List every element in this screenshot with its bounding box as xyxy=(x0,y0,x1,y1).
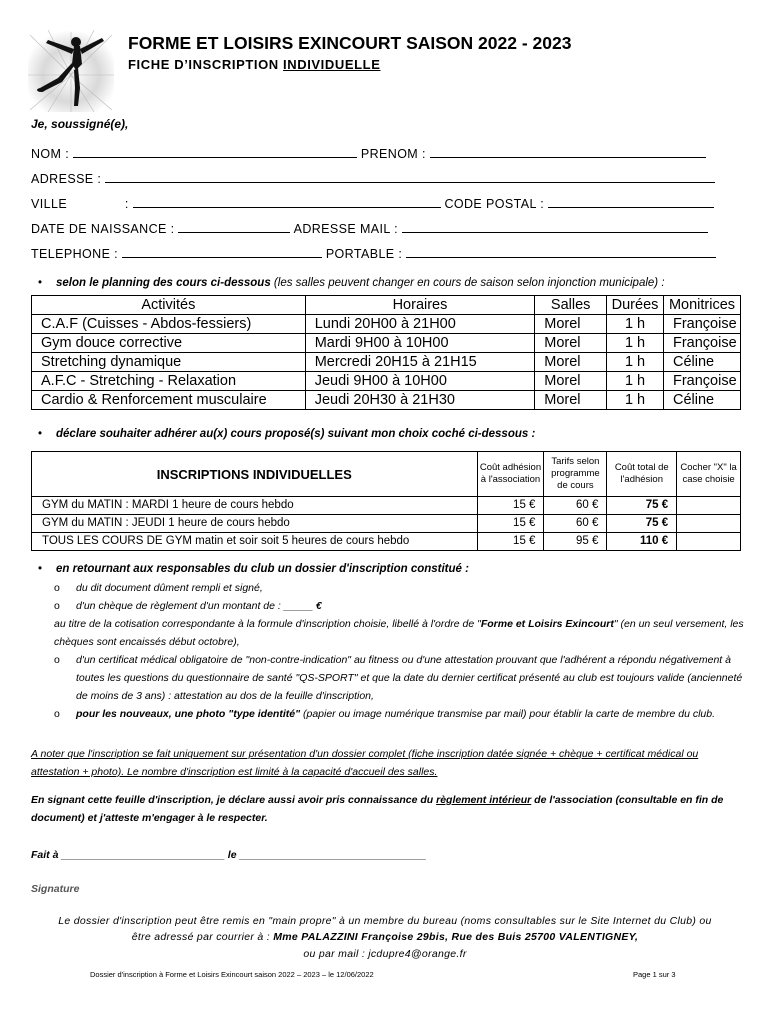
schedule-cell: Mercredi 20H15 à 21H15 xyxy=(305,353,535,372)
adhesion-cell: 15 € xyxy=(477,515,544,533)
planning-bullet xyxy=(38,277,665,289)
table-row xyxy=(32,533,741,551)
code-postal-label: CODE POSTAL : xyxy=(444,197,545,211)
inscriptions-table xyxy=(31,451,741,551)
activity-cell: Cardio & Renforcement musculaire xyxy=(32,391,306,410)
instructor-cell: Françoise xyxy=(663,372,740,391)
duration-cell: 1 h xyxy=(607,353,664,372)
declare-bullet xyxy=(38,428,536,440)
activity-cell: C.A.F (Cuisses - Abdos-fessiers) xyxy=(32,315,306,334)
telephone-label: TELEPHONE : xyxy=(31,247,119,261)
footer-line-2-prefix: être adressé par courrier à : xyxy=(131,931,274,943)
prenom-label: PRENOM : xyxy=(360,147,426,161)
tarif-cell: 60 € xyxy=(544,497,607,515)
code-postal-field[interactable] xyxy=(548,197,714,208)
table-row xyxy=(32,372,741,391)
signature-label: Signature xyxy=(31,883,80,895)
footer-address: Mme PALAZZINI Françoise 29bis, Rue des Buis 25700 VALENTIGNEY, xyxy=(273,931,639,943)
sub-bullet-marker: o xyxy=(54,582,60,594)
subtitle-underlined: INDIVIDUELLE xyxy=(283,57,381,72)
dossier-bullet-bold: en retournant aux responsables du club un dossier d'inscription constitué : xyxy=(56,563,469,575)
dossier-item-2 xyxy=(54,597,322,615)
sub-bullet-marker: o xyxy=(54,708,60,720)
room-cell: Morel xyxy=(535,372,607,391)
planning-header-cell: Activités xyxy=(32,296,306,315)
schedule-cell: Lundi 20H00 à 21H00 xyxy=(305,315,535,334)
duration-cell: 1 h xyxy=(607,391,664,410)
fait-a-row xyxy=(31,846,426,864)
dossier-item-4 xyxy=(54,705,744,723)
instructor-cell: Céline xyxy=(663,391,740,410)
room-cell: Morel xyxy=(535,315,607,334)
check-cell[interactable] xyxy=(677,515,741,533)
col-header-total: Coût total de l'adhésion xyxy=(607,452,677,497)
footer-line-1: Le dossier d'inscription peut être remis en "main propre" à un membre du bureau (noms consultables sur le Site Internet du Club) ou xyxy=(58,915,712,927)
dossier-item-2-text: d'un chèque de règlement d'un montant de : xyxy=(76,600,281,612)
duration-cell: 1 h xyxy=(607,372,664,391)
instructor-cell: Françoise xyxy=(663,334,740,353)
table-row xyxy=(32,315,741,334)
check-cell[interactable] xyxy=(677,497,741,515)
adresse-mail-label: ADRESSE MAIL : xyxy=(293,222,399,236)
document-reference: Dossier d'inscription à Forme et Loisirs Exincourt saison 2022 – 2023 – le 12/06/2022 xyxy=(90,970,374,979)
planning-header-cell: Salles xyxy=(535,296,607,315)
adresse-row xyxy=(31,172,715,186)
subtitle-prefix: FICHE D’INSCRIPTION xyxy=(128,57,284,72)
schedule-cell: Jeudi 9H00 à 10H00 xyxy=(305,372,535,391)
declare-bullet-bold: déclare souhaiter adhérer au(x) cours proposé(s) suivant mon choix coché ci-dessous : xyxy=(56,428,536,440)
instructor-cell: Céline xyxy=(663,353,740,372)
schedule-cell: Mardi 9H00 à 10H00 xyxy=(305,334,535,353)
planning-bullet-rest: (les salles peuvent changer en cours de saison selon injonction municipale) : xyxy=(270,277,665,289)
total-cell: 110 € xyxy=(607,533,677,551)
dossier-item-3-text: d'un certificat médical obligatoire de "non-contre-indication" au fitness ou d'une attestation prouvant que l'adhérent a répondu négativement à toutes les questions du questionnaire de santé "QS-SPORT" et que la date du dernier certificat présenté au club est toujours valide (ancienneté de moins de 3 ans) : attestation au dos de la feuille d'inscription, xyxy=(76,654,743,702)
currency-symbol: € xyxy=(312,600,322,612)
room-cell: Morel xyxy=(535,353,607,372)
planning-header-row xyxy=(32,296,741,315)
dossier-item-4-bold: pour les nouveaux, une photo "type identité" xyxy=(76,708,301,720)
inscriptions-header-row xyxy=(32,452,741,497)
nom-row xyxy=(31,147,706,161)
tarif-cell: 95 € xyxy=(544,533,607,551)
cotisation-paragraph xyxy=(54,615,744,651)
naissance-row xyxy=(31,222,708,236)
bullet-dot: • xyxy=(38,563,43,575)
table-row xyxy=(32,391,741,410)
duration-cell: 1 h xyxy=(607,315,664,334)
ville-field[interactable] xyxy=(133,197,441,208)
activity-cell: Gym douce corrective xyxy=(32,334,306,353)
page-number: Page 1 sur 3 xyxy=(633,970,676,979)
adresse-mail-field[interactable] xyxy=(402,222,708,233)
dossier-item-1-text: du dit document dûment rempli et signé, xyxy=(76,582,263,594)
adhesion-cell: 15 € xyxy=(477,497,544,515)
total-cell: 75 € xyxy=(607,515,677,533)
planning-table xyxy=(31,295,741,410)
sub-bullet-marker: o xyxy=(54,600,60,612)
le-label: le xyxy=(227,849,237,861)
col-header-check: Cocher "X" la case choisie xyxy=(677,452,741,497)
fait-a-field[interactable]: ____________________________ xyxy=(61,849,225,861)
club-logo-image xyxy=(28,30,114,112)
amount-blank[interactable]: _____ xyxy=(283,600,313,612)
cotisation-text-1: au titre de la cotisation correspondante à la formule d'inscription choisie, libellé à l'ordre de " xyxy=(54,618,481,630)
duration-cell: 1 h xyxy=(607,334,664,353)
ville-colon: : xyxy=(124,197,129,211)
portable-label: PORTABLE : xyxy=(325,247,403,261)
bullet-dot: • xyxy=(38,428,43,440)
check-cell[interactable] xyxy=(677,533,741,551)
adhesion-cell: 15 € xyxy=(477,533,544,551)
formula-label: TOUS LES COURS DE GYM matin et soir soit 5 heures de cours hebdo xyxy=(32,533,478,551)
room-cell: Morel xyxy=(535,334,607,353)
engagement-paragraph xyxy=(31,791,743,827)
reglement-link[interactable]: règlement intérieur xyxy=(436,794,532,806)
room-cell: Morel xyxy=(535,391,607,410)
cotisation-bold: Forme et Loisirs Exincourt xyxy=(480,618,614,630)
inscriptions-title: INSCRIPTIONS INDIVIDUELLES xyxy=(32,452,478,497)
table-row xyxy=(32,353,741,372)
col-header-adhesion: Coût adhésion à l'association xyxy=(477,452,544,497)
col-header-tarif: Tarifs selon programme de cours xyxy=(544,452,607,497)
adresse-field[interactable] xyxy=(105,172,715,183)
schedule-cell: Jeudi 20H30 à 21H30 xyxy=(305,391,535,410)
dossier-bullet xyxy=(38,563,469,575)
table-row xyxy=(32,515,741,533)
fait-a-label: Fait à xyxy=(31,849,59,861)
planning-header-cell: Durées xyxy=(607,296,664,315)
planning-bullet-bold: selon le planning des cours ci-dessous xyxy=(56,277,271,289)
intro-text: Je, soussigné(e), xyxy=(31,117,129,131)
instructor-cell: Françoise xyxy=(663,315,740,334)
date-naissance-field[interactable] xyxy=(178,222,290,233)
adresse-label: ADRESSE : xyxy=(31,172,102,186)
table-row xyxy=(32,497,741,515)
date-naissance-label: DATE DE NAISSANCE : xyxy=(31,222,175,236)
formula-label: GYM du MATIN : MARDI 1 heure de cours hebdo xyxy=(32,497,478,515)
telephone-field[interactable] xyxy=(122,247,322,258)
activity-cell: A.F.C - Stretching - Relaxation xyxy=(32,372,306,391)
table-row xyxy=(32,334,741,353)
nom-field[interactable] xyxy=(73,147,357,158)
activity-cell: Stretching dynamique xyxy=(32,353,306,372)
planning-header-cell: Horaires xyxy=(305,296,535,315)
nom-label: NOM : xyxy=(31,147,70,161)
ville-row xyxy=(31,197,714,211)
engagement-text-2: de l'association (consultable en fin de document) et j'atteste m'engager à le respecter. xyxy=(31,794,724,824)
dossier-item-1 xyxy=(54,579,263,597)
footer-line-3: ou par mail : jcdupre4@orange.fr xyxy=(303,948,467,960)
date-field[interactable]: ________________________________ xyxy=(239,849,427,861)
sub-bullet-marker: o xyxy=(54,654,60,666)
planning-header-cell: Monitrices xyxy=(663,296,740,315)
footer-line-2 xyxy=(0,931,770,943)
total-cell: 75 € xyxy=(607,497,677,515)
engagement-text-1: En signant cette feuille d'inscription, je déclare aussi avoir pris connaissance du xyxy=(31,794,437,806)
bullet-dot: • xyxy=(38,277,43,289)
page-subtitle xyxy=(128,57,381,72)
formula-label: GYM du MATIN : JEUDI 1 heure de cours hebdo xyxy=(32,515,478,533)
dossier-item-3 xyxy=(54,651,744,705)
note-paragraph: A noter que l'inscription se fait uniquement sur présentation d'un dossier complet (fiche inscription datée signée + chèque + certificat médical ou attestation + photo). Le nombre d'inscription est limité à la capacité d'accueil des salles. xyxy=(31,748,699,778)
portable-field[interactable] xyxy=(406,247,716,258)
prenom-field[interactable] xyxy=(430,147,706,158)
tarif-cell: 60 € xyxy=(544,515,607,533)
cotisation-text-2: " (en un seul versement, les chèques sont encaissés début octobre), xyxy=(54,618,744,648)
telephone-row xyxy=(31,247,716,261)
dossier-item-4-text: (papier ou image numérique transmise par mail) pour établir la carte de membre du club. xyxy=(300,708,716,720)
ville-label: VILLE xyxy=(31,197,68,211)
page-title: FORME ET LOISIRS EXINCOURT SAISON 2022 - 2023 xyxy=(128,33,572,53)
